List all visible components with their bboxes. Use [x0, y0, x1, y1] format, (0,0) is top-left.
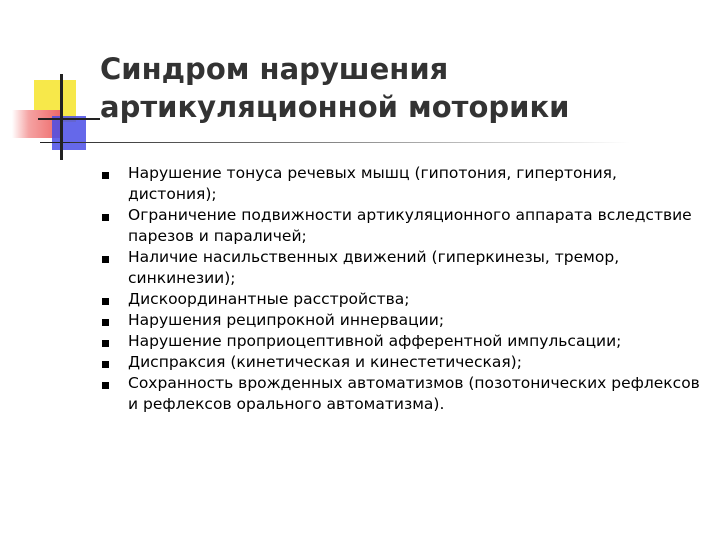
bullet-text: Ограничение подвижности артикуляционного аппарата вследствие парезов и параличей; [128, 206, 692, 245]
bullet-item [100, 289, 700, 310]
decor-vertical-line [60, 74, 63, 160]
bullet-item [100, 205, 700, 247]
slide-title-line-1: Синдром нарушения [100, 52, 449, 86]
bullet-item [100, 352, 700, 373]
square-bullet-icon [102, 340, 109, 347]
decor-rule-left [40, 142, 70, 143]
decor-blue-square [52, 116, 86, 150]
square-bullet-icon [102, 361, 109, 368]
square-bullet-icon [102, 214, 109, 221]
square-bullet-icon [102, 298, 109, 305]
bullet-text: Нарушение проприоцептивной афферентной импульсации; [128, 332, 622, 350]
bullet-item [100, 163, 700, 205]
bullet-text: Наличие насильственных движений (гиперкинезы, тремор, синкинезии); [128, 248, 620, 287]
decor-horizontal-line [38, 118, 100, 120]
bullet-text: Дискоординантные расстройства; [128, 290, 410, 308]
bullet-item [100, 331, 700, 352]
square-bullet-icon [102, 382, 109, 389]
bullet-text: Сохранность врожденных автоматизмов (позотонических рефлексов и рефлексов орального автоматизма). [128, 374, 700, 413]
title-underline-rule [70, 142, 630, 143]
square-bullet-icon [102, 319, 109, 326]
slide-title-line-2: артикуляционной моторики [100, 90, 570, 124]
bullet-item [100, 373, 700, 415]
bullet-list [100, 163, 700, 415]
slide-title [100, 50, 570, 126]
bullet-text: Диспраксия (кинетическая и кинестетическая); [128, 353, 522, 371]
square-bullet-icon [102, 256, 109, 263]
bullet-item [100, 247, 700, 289]
bullet-text: Нарушения реципрокной иннервации; [128, 311, 445, 329]
bullet-text: Нарушение тонуса речевых мышц (гипотония, гипертония, дистония); [128, 164, 617, 203]
bullet-item [100, 310, 700, 331]
square-bullet-icon [102, 172, 109, 179]
